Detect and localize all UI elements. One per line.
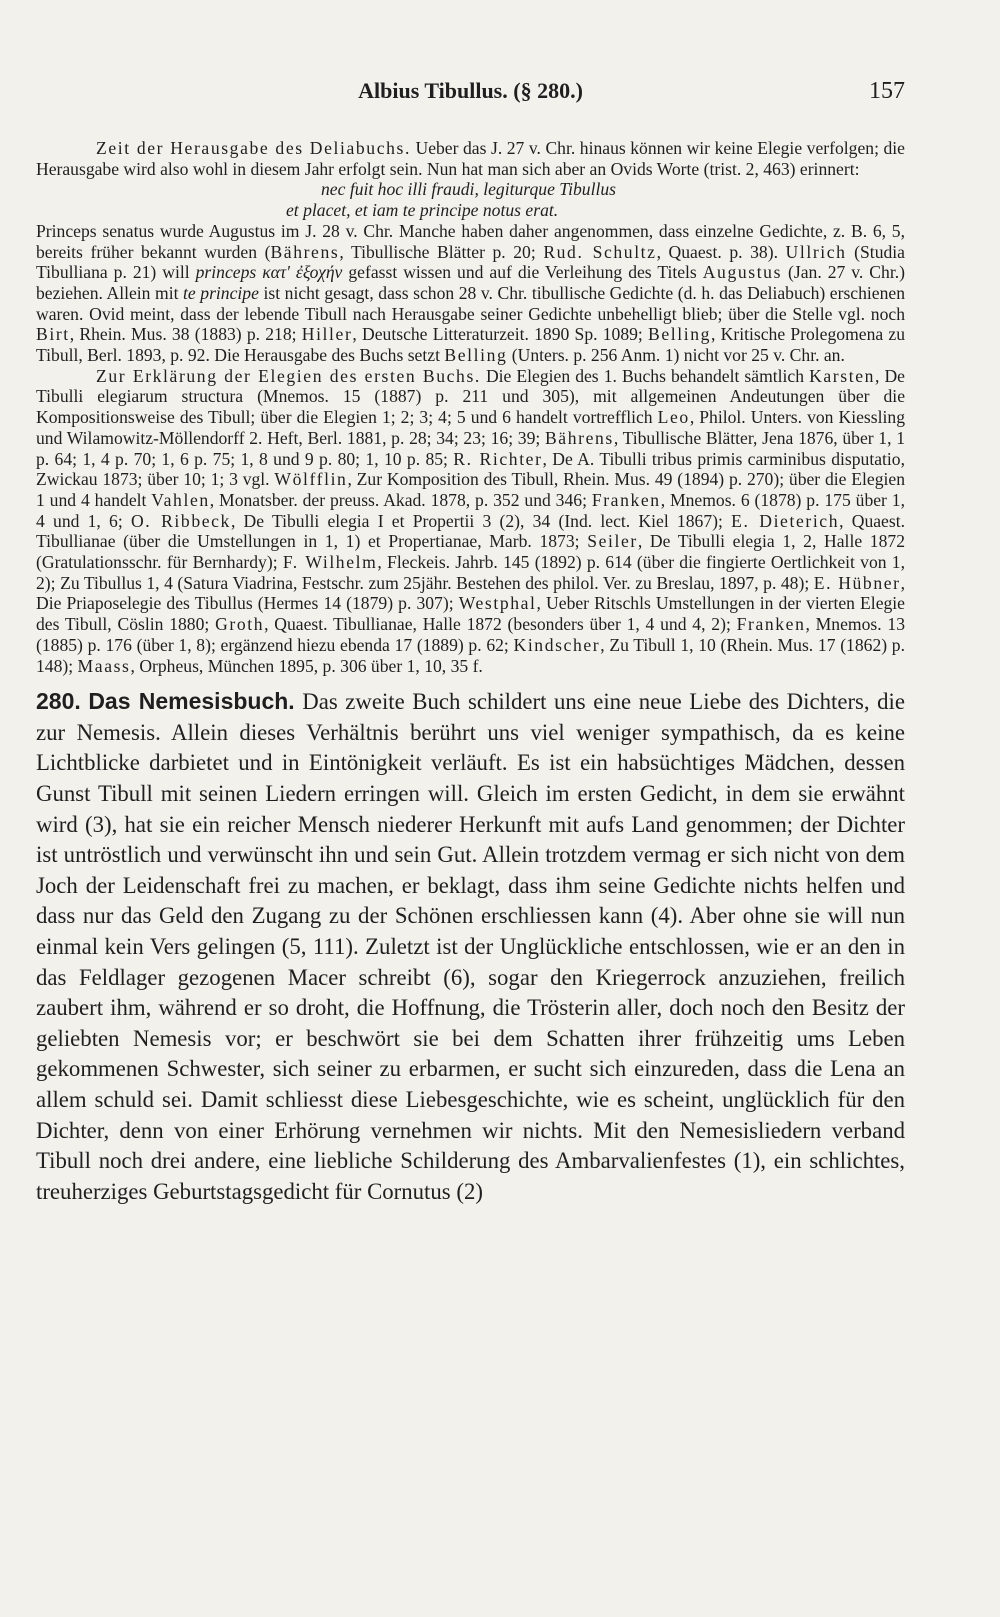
text-run: , De Tibulli elegia 1, 2, Halle 1872 (Gratulationsschr. für Bernhardy);: [36, 531, 905, 573]
header-title: Albius Tibullus. (§ 280.): [358, 78, 583, 103]
text-run: , De A. Tibulli tribus primis carminibus disputatio, Zwickau 1873; über 10; 1; 3 vgl.: [36, 448, 905, 490]
text-run: , Quaest. p. 38).: [656, 241, 786, 262]
notes-after-verse: [36, 221, 905, 676]
text-run: Franken: [736, 614, 806, 635]
text-run: Kindscher: [513, 634, 601, 655]
text-run: Hiller: [301, 324, 353, 345]
text-run: Zur Erklärung der Elegien des ersten Buchs.: [96, 365, 481, 386]
text-run: Die Elegien des 1. Buchs behandelt sämtlich: [480, 365, 810, 386]
text-run: Karsten: [809, 365, 876, 386]
text-run: Westphal: [458, 593, 537, 614]
section-280: [36, 686, 905, 1207]
text-run: , Rhein. Mus. 38 (1883) p. 218;: [69, 324, 302, 345]
text-run: Birt: [36, 324, 70, 345]
text-run: , Tibullische Blätter p. 20;: [339, 241, 544, 262]
text-run: E. Dieterich: [731, 510, 840, 531]
text-run: Vahlen: [151, 489, 210, 510]
text-run: , Deutsche Litteraturzeit. 1890 Sp. 1089;: [352, 324, 649, 345]
text-run: gefasst wissen und auf die Verleihung des Titels: [342, 262, 703, 283]
note-paragraph: [36, 366, 905, 677]
text-run: Rud. Schultz: [543, 241, 657, 262]
text-run: (Jan. 27 v. Chr.) beziehen. Allein mit: [36, 262, 905, 303]
text-run: Wölfflin: [274, 469, 348, 490]
text-run: Groth: [215, 614, 265, 635]
text-run: Belling: [444, 345, 508, 366]
text-run: Belling: [648, 324, 712, 345]
note-paragraph: [36, 138, 905, 179]
text-run: , Orpheus, München 1895, p. 306 über 1, 10, 35 f.: [130, 655, 483, 676]
notes-block: [36, 138, 905, 676]
text-run: , Ueber Ritschls Umstellungen in der vierten Elegie des Tibull, Cöslin 1880;: [36, 593, 905, 635]
text-run: , De Tibulli elegia I et Propertii 3 (2), 34 (Ind. lect. Kiel 1867);: [230, 510, 732, 531]
text-run: Bährens: [270, 241, 340, 262]
text-run: Ullrich: [785, 241, 847, 262]
section-number: 280.: [36, 688, 81, 715]
text-run: R. Richter: [453, 448, 543, 469]
text-run: , Mnemos. 13 (1885) p. 176 (über 1, 8); ergänzend hiezu ebenda 17 (1889) p. 62;: [36, 614, 905, 655]
note-paragraph: [36, 221, 905, 366]
text-run: Augustus: [702, 262, 783, 283]
text-run: , Quaest. Tibullianae, Halle 1872 (besonders über 1, 4 und 4, 2);: [264, 614, 737, 635]
text-run: , Tibullische Blätter, Jena 1876, über 1, 1 p. 64; 1, 4 p. 70; 1, 6 p. 75; 1, 8 und 9 p. 80; 1, 10 p. 85;: [36, 427, 905, 469]
text-run: , Fleckeis. Jahrb. 145 (1892) p. 614 (über die fingierte Oertlichkeit von 1, 2); Zu Tibullus 1, 4 (Satura Viadrina, Festschr. zum 25jähr. Bestehen des philol. Ver. zu Breslau, 1897, p. 48);: [36, 552, 905, 593]
text-run: Franken: [591, 489, 661, 510]
text-run: Zeit der Herausgabe des Deliabuchs.: [96, 138, 411, 158]
section-title: Das Nemesisbuch.: [88, 688, 295, 715]
text-run: , Zur Komposition des Tibull, Rhein. Mus. 49 (1894) p. 270); über die Elegien 1 und 4 handelt: [36, 469, 905, 510]
text-run: E. Hübner: [813, 572, 901, 593]
text-run: Leo: [657, 407, 690, 428]
text-run: te principe: [183, 282, 259, 303]
text-run: Maass: [77, 655, 131, 676]
text-run: , Kritische Prolegomena zu Tibull, Berl. 1893, p. 92. Die Herausgabe des Buchs setzt: [36, 324, 905, 366]
running-header: [36, 78, 905, 118]
verse-line-1: nec fuit hoc illi fraudi, legiturque Tibullus: [321, 179, 617, 200]
text-run: (Studia Tibulliana p. 21) will: [36, 241, 905, 283]
text-run: , Mnemos. 6 (1878) p. 175 über 1, 4 und 1, 6;: [36, 489, 905, 531]
page-number: 157: [869, 78, 905, 104]
text-run: , De Tibulli elegiarum structura (Mnemos. 15 (1887) p. 211 und 305), mit allgemeinen Andeutungen über die Kompositionsweise des Tibull; über die Elegien 1; 2; 3; 4; 5 und 6 handelt vortrefflich: [36, 365, 905, 428]
text-run: princeps κατ' ἐξοχήν: [195, 262, 343, 283]
text-run: Princeps senatus wurde Augustus im J. 28 v. Chr. Manche haben daher angenommen, dass einzelne Gedichte, z. B. 6, 5, bereits früher bekannt wurden (: [36, 220, 905, 262]
verse-line-2: et placet, et iam te principe notus erat.: [286, 200, 559, 221]
section-body: Das zweite Buch schildert uns eine neue Liebe des Dichters, die zur Nemesis. Allein dieses Verhältnis berührt uns viel weniger sympathisch, da es keine Lichtblicke darbietet und in Eintönigkeit verläuft. Es ist ein habsüchtiges Mädchen, dessen Gunst Tibull mit seinen Liedern erringen will. Gleich im ersten Gedicht, in dem sie erwähnt wird (3), hat sie ein reicher Mensch niederer Herkunft mit aufs Land genommen; der Dichter ist untröstlich und verwünscht ihn und sein Gut. Allein trotzdem vermag er sich nicht von dem Joch der Leidenschaft frei zu machen, er beklagt, dass ihm seine Gedichte nichts helfen und dass nur das Geld den Zugang zu der Schönen erschliessen kann (4). Aber ohne sie will nun einmal kein Vers gelingen (5, 111). Zuletzt ist der Unglückliche entschlossen, wie er an den in das Feldlager gezogenen Macer schreibt (6), sogar den Kriegerrock anzuziehen, freilich zaubert ihm, während er so droht, die Hoffnung, die Trösterin aller, doch noch den Besitz der geliebten Nemesis vor; er beschwört sie bei dem Schatten ihrer frühzeitig ums Leben gekommenen Schwester, sich seiner zu erbarmen, er sucht sich einzureden, dass die Lena an allem schuld sei. Damit schliesst diese Liebesgeschichte, wie es scheint, unglücklich für den Dichter, denn von einer Erhörung vernehmen wir nichts. Mit den Nemesisliedern verband Tibull noch drei andere, eine liebliche Schilderung des Ambarvalienfestes (1), ein schlichtes, treuherziges Geburtstagsgedicht für Cornutus (2): [36, 689, 906, 1204]
text-run: , Quaest. Tibullianae (über die Umstellungen in 1, 1) et Propertianae, Marb. 1873;: [36, 510, 906, 552]
notes-before-verse: [36, 138, 905, 179]
text-run: (Unters. p. 256 Anm. 1) nicht vor 25 v. Chr. an.: [507, 345, 845, 366]
text-run: Bährens: [544, 427, 614, 448]
text-run: F. Wilhelm: [282, 552, 378, 573]
text-run: Ueber das J. 27 v. Chr. hinaus können wir keine Elegie verfolgen; die Herausgabe wird also wohl in diesem Jahr erfolgt sein. Nun hat man sich aber an Ovids Worte (trist. 2, 463) erinnert:: [36, 138, 905, 179]
text-run: O. Ribbeck: [130, 510, 231, 531]
text-run: ist nicht gesagt, dass schon 28 v. Chr. tibullische Gedichte (d. h. das Deliabuch) erschienen waren. Ovid meint, dass der lebende Tibull nach Herausgabe seiner Gedichte unbehelligt blieb; über die Stelle vgl. noch: [36, 282, 906, 324]
text-run: Seiler: [587, 531, 638, 552]
text-run: , Monatsber. der preuss. Akad. 1878, p. 352 und 346;: [209, 489, 592, 510]
text-run: , Zu Tibull 1, 10 (Rhein. Mus. 17 (1862) p. 148);: [36, 634, 905, 676]
text-run: , Die Priaposelegie des Tibullus (Hermes 14 (1879) p. 307);: [36, 572, 905, 614]
text-run: , Philol. Unters. von Kiessling und Wilamowitz-Möllendorff 2. Heft, Berl. 1881, p. 28; 34; 23; 16; 39;: [36, 407, 905, 448]
